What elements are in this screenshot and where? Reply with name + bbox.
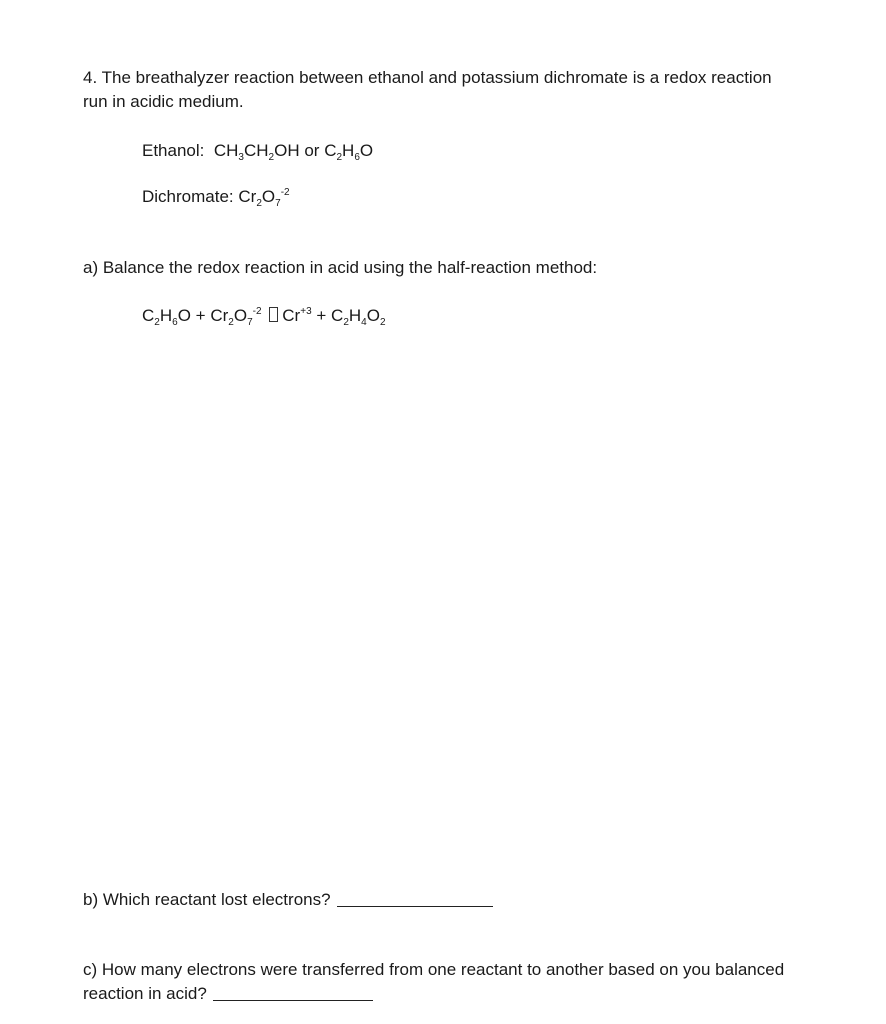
- ethanol-or: or: [304, 141, 320, 160]
- ethanol-condensed-formula: $CH_3CH_2OH$: [213, 141, 300, 163]
- question-number: 4.: [83, 68, 98, 87]
- dichromate-formula: $Cr_2O_7^{-2}$: [238, 187, 290, 209]
- part-b-prompt: b) Which reactant lost electrons?: [83, 890, 331, 909]
- question-intro-line2: run in acidic medium.: [83, 92, 244, 111]
- product-acetic-acid: $C_2H_4O_2$: [331, 306, 386, 328]
- ethanol-molecular-formula: $C_2H_6O$: [324, 141, 374, 163]
- redox-equation: [142, 304, 386, 328]
- ethanol-formula-line: [142, 139, 373, 163]
- answer-blank-b[interactable]: [337, 890, 493, 907]
- question-4-text: [83, 66, 823, 114]
- plus-sign: +: [316, 306, 327, 325]
- question-intro-line1: The breathalyzer reaction between ethanol and potassium dichromate is a redox reaction: [101, 68, 772, 87]
- part-b-question: [83, 888, 493, 912]
- dichromate-formula-line: [142, 185, 290, 209]
- part-c-question: [83, 958, 843, 1006]
- answer-blank-c[interactable]: [213, 984, 373, 1001]
- reactant-ethanol: $C_2H_6O$: [142, 306, 191, 328]
- ethanol-label: Ethanol:: [142, 141, 205, 160]
- reactant-dichromate: $Cr_2O_7^{-2}$: [210, 306, 262, 328]
- dichromate-label: Dichromate:: [142, 187, 234, 206]
- part-a-prompt: a) Balance the redox reaction in acid using the half-reaction method:: [83, 258, 598, 277]
- plus-sign: +: [195, 306, 206, 325]
- product-chromium: $Cr^{+3}$: [282, 306, 312, 325]
- part-c-prompt-line2: reaction in acid?: [83, 984, 207, 1003]
- reaction-arrow-icon: [269, 307, 278, 322]
- part-c-prompt-line1: c) How many electrons were transferred from one reactant to another based on you balanced: [83, 960, 785, 979]
